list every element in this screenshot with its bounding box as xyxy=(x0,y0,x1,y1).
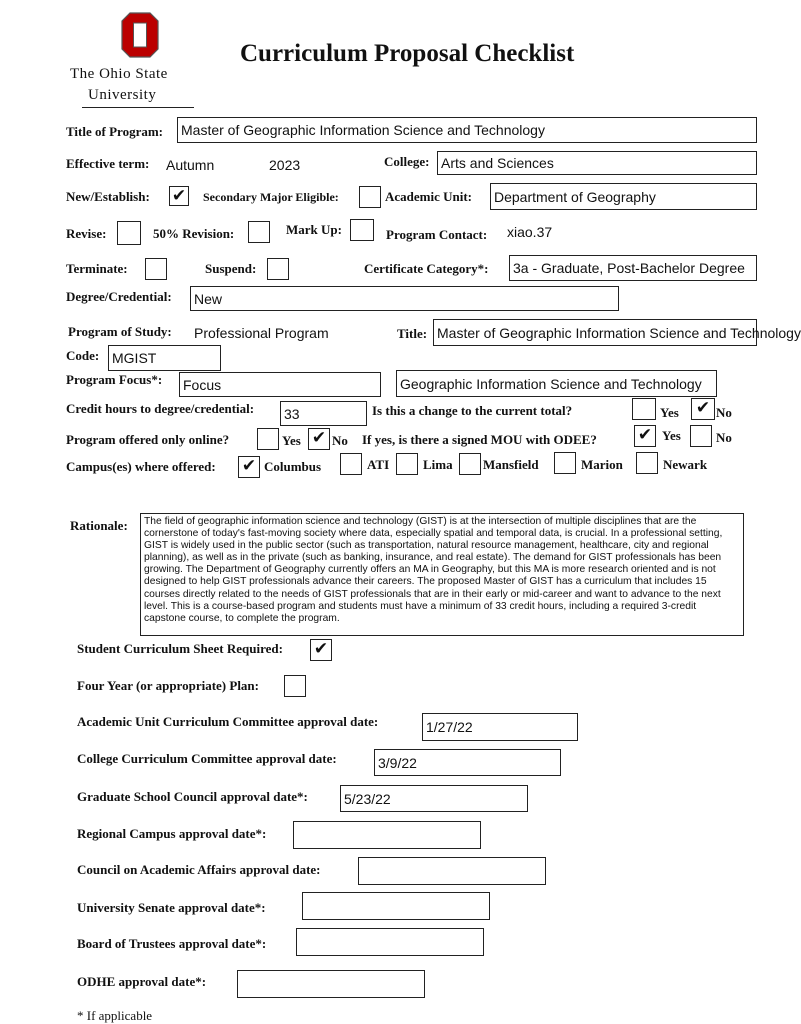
degree-credential-label: Degree/Credential: xyxy=(66,289,172,304)
credit-hours-label: Credit hours to degree/credential: xyxy=(66,401,255,416)
newark-label: Newark xyxy=(663,457,708,472)
council-academic-label: Council on Academic Affairs approval date: xyxy=(77,862,321,877)
block-o-icon xyxy=(121,12,159,58)
mark-up-label: Mark Up: xyxy=(286,222,342,237)
program-contact-label: Program Contact: xyxy=(386,227,488,242)
ati-label: ATI xyxy=(367,457,390,472)
academic-unit-label: Academic Unit: xyxy=(385,189,473,204)
mansfield-label: Mansfield xyxy=(483,457,539,472)
program-title-field[interactable]: Master of Geographic Information Science and Technology xyxy=(433,319,757,346)
secondary-major-checkbox[interactable] xyxy=(359,186,381,208)
certificate-category-label: Certificate Category*: xyxy=(364,261,489,276)
new-establish-label: New/Establish: xyxy=(66,189,150,204)
college-committee-date[interactable]: 3/9/22 xyxy=(374,749,561,776)
program-title-label: Title: xyxy=(397,326,428,341)
logo-line1: The Ohio State xyxy=(70,66,168,82)
rationale-label: Rationale: xyxy=(70,518,128,533)
suspend-checkbox[interactable] xyxy=(267,258,289,280)
campuses-label: Campus(es) where offered: xyxy=(66,459,216,474)
mou-no-label: No xyxy=(716,430,732,445)
change-yes-label: Yes xyxy=(660,405,679,420)
logo-rule xyxy=(82,107,194,108)
four-year-checkbox[interactable] xyxy=(284,675,306,697)
effective-term-year[interactable]: 2023 xyxy=(269,157,301,173)
odhe-label: ODHE approval date*: xyxy=(77,974,207,989)
revision-50-checkbox[interactable] xyxy=(248,221,270,243)
academic-unit-field[interactable]: Department of Geography xyxy=(490,183,757,210)
senate-date[interactable] xyxy=(302,892,490,920)
college-label: College: xyxy=(384,154,430,169)
new-establish-checkbox[interactable]: ✔ xyxy=(169,186,189,206)
ati-checkbox[interactable] xyxy=(340,453,362,475)
logo-line2: University xyxy=(88,87,157,103)
regional-label: Regional Campus approval date*: xyxy=(77,826,267,841)
change-total-label: Is this a change to the current total? xyxy=(372,403,573,418)
academic-unit-committee-label: Academic Unit Curriculum Committee approval date: xyxy=(77,714,379,729)
marion-label: Marion xyxy=(581,457,623,472)
four-year-label: Four Year (or appropriate) Plan: xyxy=(77,678,259,693)
program-contact-value[interactable]: xiao.37 xyxy=(507,224,553,240)
grad-council-label: Graduate School Council approval date*: xyxy=(77,789,308,804)
title-of-program-label: Title of Program: xyxy=(66,124,163,139)
grad-council-date[interactable]: 5/23/22 xyxy=(340,785,528,812)
credit-hours-field[interactable]: 33 xyxy=(280,401,367,426)
program-of-study-label: Program of Study: xyxy=(68,324,172,339)
footnote: * If applicable xyxy=(77,1008,153,1023)
program-focus-label: Program Focus*: xyxy=(66,372,163,387)
lima-checkbox[interactable] xyxy=(396,453,418,475)
degree-credential-field[interactable]: New xyxy=(190,286,619,311)
code-label: Code: xyxy=(66,348,100,363)
columbus-label: Columbus xyxy=(264,459,322,474)
online-no-checkbox[interactable]: ✔ xyxy=(308,428,330,450)
college-committee-label: College Curriculum Committee approval date: xyxy=(77,751,337,766)
student-sheet-checkbox[interactable]: ✔ xyxy=(310,639,332,661)
terminate-checkbox[interactable] xyxy=(145,258,167,280)
change-yes-checkbox[interactable] xyxy=(632,398,656,420)
program-of-study-value[interactable]: Professional Program xyxy=(194,325,329,341)
trustees-label: Board of Trustees approval date*: xyxy=(77,936,267,951)
odhe-date[interactable] xyxy=(237,970,425,998)
academic-unit-committee-date[interactable]: 1/27/22 xyxy=(422,713,578,741)
columbus-checkbox[interactable]: ✔ xyxy=(238,456,260,478)
mou-yes-label: Yes xyxy=(662,428,681,443)
suspend-label: Suspend: xyxy=(205,261,257,276)
online-yes-checkbox[interactable] xyxy=(257,428,279,450)
mou-no-checkbox[interactable] xyxy=(690,425,712,447)
program-focus-name-field[interactable]: Geographic Information Science and Technology xyxy=(396,370,717,397)
code-field[interactable]: MGIST xyxy=(108,345,221,371)
effective-term-label: Effective term: xyxy=(66,156,150,171)
regional-date[interactable] xyxy=(293,821,481,849)
terminate-label: Terminate: xyxy=(66,261,128,276)
revise-label: Revise: xyxy=(66,226,107,241)
offered-online-label: Program offered only online? xyxy=(66,432,230,447)
mark-up-checkbox[interactable] xyxy=(350,219,374,241)
online-no-label: No xyxy=(332,433,348,448)
program-focus-field[interactable]: Focus xyxy=(179,372,381,397)
college-field[interactable]: Arts and Sciences xyxy=(437,151,757,175)
certificate-category-field[interactable]: 3a - Graduate, Post-Bachelor Degree xyxy=(509,255,757,281)
change-no-checkbox[interactable]: ✔ xyxy=(691,398,715,420)
lima-label: Lima xyxy=(423,457,453,472)
effective-term-season[interactable]: Autumn xyxy=(166,157,215,173)
revision-50-label: 50% Revision: xyxy=(153,226,235,241)
mansfield-checkbox[interactable] xyxy=(459,453,481,475)
marion-checkbox[interactable] xyxy=(554,452,576,474)
online-yes-label: Yes xyxy=(282,433,301,448)
newark-checkbox[interactable] xyxy=(636,452,658,474)
page-title: Curriculum Proposal Checklist xyxy=(240,40,575,67)
title-of-program-field[interactable]: Master of Geographic Information Science and Technology xyxy=(177,117,757,143)
student-sheet-label: Student Curriculum Sheet Required: xyxy=(77,641,283,656)
revise-checkbox[interactable] xyxy=(117,221,141,245)
council-academic-date[interactable] xyxy=(358,857,546,885)
mou-yes-checkbox[interactable]: ✔ xyxy=(634,425,656,447)
change-no-label: No xyxy=(716,405,732,420)
trustees-date[interactable] xyxy=(296,928,484,956)
senate-label: University Senate approval date*: xyxy=(77,900,266,915)
rationale-textarea[interactable]: The field of geographic information science and technology (GIST) is at the intersection of multiple disciplines that are the cornerstone of today's fast-moving society where data, especially spatial and temporal data, is crucial. In a professional setting, GIST is widely used in the public sector (such as transportation, natural resource management, healthcare, city and regional planning), as well as in the private (such as banking, insurance, and real estate). The demand for GIST professionals has been growing. The Department of Geography currently offers an MA in Geography, but this MA is more research oriented and is not designed to help GIST professionals advance their careers. The proposed Master of GIST has a curriculum that includes 15 courses directly related to the needs of GIST professionals that are in their early or mid-career and want to advance to the next level. This is a course-based program and students must have a minimum of 33 credit hours, including a required 3-credit capstone course, to complete the program. xyxy=(140,513,744,636)
secondary-major-label: Secondary Major Eligible: xyxy=(203,190,339,204)
mou-label: If yes, is there a signed MOU with ODEE? xyxy=(362,432,597,447)
